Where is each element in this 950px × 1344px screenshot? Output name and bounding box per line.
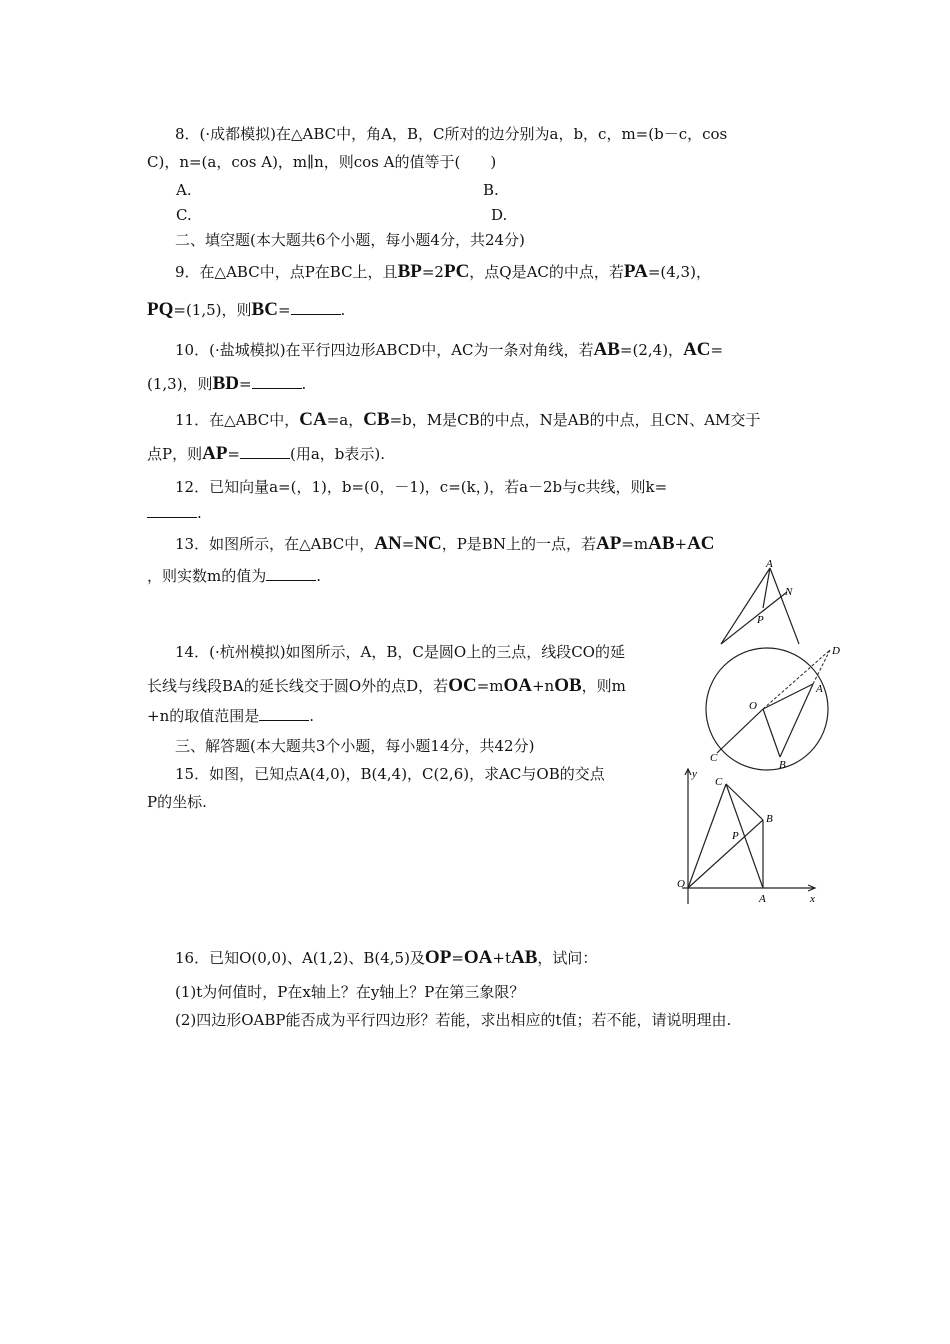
q14-text: +n的取值范围是 xyxy=(147,707,260,725)
vector-an: AN xyxy=(374,533,402,554)
vector-bp: BP xyxy=(397,261,422,282)
q13-text: 13．如图所示，在△ABC中， xyxy=(175,535,375,553)
q10-text: (1,3)，则 xyxy=(147,375,213,393)
q15-line2: P的坐标. xyxy=(147,793,207,811)
vector-ab: AB xyxy=(593,339,620,360)
vector-bc: BC xyxy=(251,299,278,320)
vector-ca: CA xyxy=(299,409,327,430)
label-p: P xyxy=(757,614,764,626)
q11-line2 xyxy=(147,444,385,464)
triangle-figure-q13 xyxy=(712,554,812,646)
segment-oa xyxy=(763,684,813,709)
label-c: C xyxy=(710,752,718,764)
q14-line3 xyxy=(147,706,314,726)
q10-text: 10．(·盐城模拟)在平行四边形ABCD中，AC为一条对角线，若 xyxy=(175,341,594,359)
q10-text: =(2,4)， xyxy=(619,341,684,359)
q16-text: ，试问： xyxy=(537,949,598,967)
vector-ab: AB xyxy=(511,947,538,968)
q11-text: 11．在△ABC中， xyxy=(175,411,300,429)
segment-bn xyxy=(721,592,787,644)
vector-oa: OA xyxy=(503,675,532,696)
vector-bd: BD xyxy=(212,373,239,394)
circle-figure-q14 xyxy=(700,640,850,772)
q16-line1 xyxy=(175,948,597,968)
q12-line2 xyxy=(147,503,202,523)
segment-cb xyxy=(726,784,763,820)
q8-line1: 8．(·成都模拟)在△ABC中，角A，B，C所对的边分别为a，b，c，m=(b－c，cos xyxy=(175,125,728,143)
q13-text: ，则实数m的值为 xyxy=(147,567,267,585)
q12-line1: 12．已知向量a=(，1)，b=(0，－1)，c=(k，)，若a－2b与c共线，则k= xyxy=(175,478,668,496)
q12-text: . xyxy=(197,504,202,522)
vector-oa: OA xyxy=(463,947,493,968)
q16-text: = xyxy=(451,949,464,967)
answer-blank[interactable] xyxy=(252,374,302,389)
vector-cb: CB xyxy=(363,409,390,430)
vector-pa: PA xyxy=(623,261,648,282)
segment-ob xyxy=(763,709,780,757)
vector-op: OP xyxy=(424,947,452,968)
circle-o xyxy=(706,648,828,770)
coordinate-figure-q15 xyxy=(670,764,830,910)
q16-text: +t xyxy=(492,949,511,967)
vector-nc: NC xyxy=(414,533,442,554)
q8-option-a: A. xyxy=(176,181,192,199)
q13-text: =m xyxy=(621,535,649,553)
q9-text: =(1,5)，则 xyxy=(173,301,252,319)
q11-text: =a， xyxy=(326,411,364,429)
vector-ac: AC xyxy=(687,533,715,554)
answer-blank[interactable] xyxy=(147,503,197,518)
q10-line1 xyxy=(175,340,723,360)
segment-oc xyxy=(688,784,726,888)
q9-line2 xyxy=(147,300,345,320)
q9-text: =2 xyxy=(421,263,444,281)
vector-ob: OB xyxy=(554,675,582,696)
vector-oc: OC xyxy=(448,675,477,696)
vector-ap: AP xyxy=(595,533,622,554)
q13-text: ，P是BN上的一点，若 xyxy=(441,535,596,553)
segment-ab xyxy=(721,568,770,644)
answer-blank[interactable] xyxy=(259,706,309,721)
q10-line2 xyxy=(147,374,306,394)
section-3-heading: 三、解答题(本大题共3个小题，每小题14分，共42分) xyxy=(175,737,535,755)
q13-text: . xyxy=(316,567,322,585)
section-2-heading: 二、填空题(本大题共6个小题，每小题4分，共24分) xyxy=(175,231,525,249)
label-b: B xyxy=(766,813,773,825)
q13-line1 xyxy=(175,534,715,554)
vector-pq: PQ xyxy=(147,299,174,320)
q9-line1 xyxy=(175,262,711,282)
q11-text: = xyxy=(227,445,240,463)
q9-text: 9．在△ABC中，点P在BC上，且 xyxy=(175,263,398,281)
q13-text: + xyxy=(674,535,688,553)
q11-text: (用a，b表示). xyxy=(290,445,386,463)
answer-blank[interactable] xyxy=(240,444,290,459)
q8-option-b: B. xyxy=(483,181,499,199)
segment-ab xyxy=(780,684,813,757)
answer-blank[interactable] xyxy=(266,566,316,581)
q16-sub1: (1)t为何值时，P在x轴上？在y轴上？P在第三象限？ xyxy=(175,983,525,1001)
vector-ap: AP xyxy=(202,443,228,464)
label-a: A xyxy=(816,683,823,695)
q8-line2: C)，n=(a，cos A)，m∥n，则cos A的值等于( ) xyxy=(147,153,497,171)
q13-line2 xyxy=(147,566,321,586)
q14-text: ，则m xyxy=(581,677,626,695)
q14-text: . xyxy=(309,707,315,725)
segment-oc xyxy=(717,709,763,753)
label-o: O xyxy=(749,700,757,712)
label-a: A xyxy=(759,893,766,905)
q9-text: ，点Q是AC的中点，若 xyxy=(469,263,624,281)
q16-text: 16．已知O(0,0)、A(1,2)、B(4,5)及 xyxy=(175,949,425,967)
q9-text: . xyxy=(340,301,346,319)
label-b: B xyxy=(779,759,786,771)
q10-text: = xyxy=(710,341,724,359)
q10-text: = xyxy=(238,375,252,393)
q8-option-c: C. xyxy=(176,206,192,224)
q11-line1 xyxy=(175,410,760,430)
extension-ad xyxy=(813,650,830,684)
answer-blank[interactable] xyxy=(291,300,341,315)
label-p: P xyxy=(732,830,739,842)
segment-ob xyxy=(688,820,763,888)
q14-text: 长线与线段BA的延长线交于圆O外的点D，若 xyxy=(147,677,449,695)
vector-ac: AC xyxy=(683,339,711,360)
q14-text: +n xyxy=(531,677,555,695)
label-c: C xyxy=(715,776,723,788)
q9-text: = xyxy=(277,301,291,319)
vector-pc: PC xyxy=(443,261,470,282)
label-n: N xyxy=(785,586,793,598)
q10-text: . xyxy=(301,375,307,393)
q9-text: =(4,3)， xyxy=(647,263,711,281)
q14-text: =m xyxy=(476,677,504,695)
q14-line2 xyxy=(147,676,626,696)
q8-option-d: D. xyxy=(491,206,508,224)
q11-text: =b，M是CB的中点，N是AB的中点，且CN、AM交于 xyxy=(389,411,761,429)
label-d: D xyxy=(832,645,840,657)
label-y: y xyxy=(692,768,697,780)
q14-line1: 14．(·杭州模拟)如图所示，A，B，C是圆O上的三点，线段CO的延 xyxy=(175,643,625,661)
label-o: O xyxy=(677,878,685,890)
label-a: A xyxy=(766,558,773,570)
q11-text: 点P，则 xyxy=(147,445,203,463)
segment-ac xyxy=(770,568,799,644)
label-x: x xyxy=(810,893,815,905)
q15-line1: 15．如图，已知点A(4,0)，B(4,4)，C(2,6)，求AC与OB的交点 xyxy=(175,765,605,783)
q16-sub2: (2)四边形OABP能否成为平行四边形？若能，求出相应的t值；若不能，请说明理由. xyxy=(175,1011,732,1029)
q13-text: = xyxy=(401,535,415,553)
vector-ab: AB xyxy=(648,533,675,554)
